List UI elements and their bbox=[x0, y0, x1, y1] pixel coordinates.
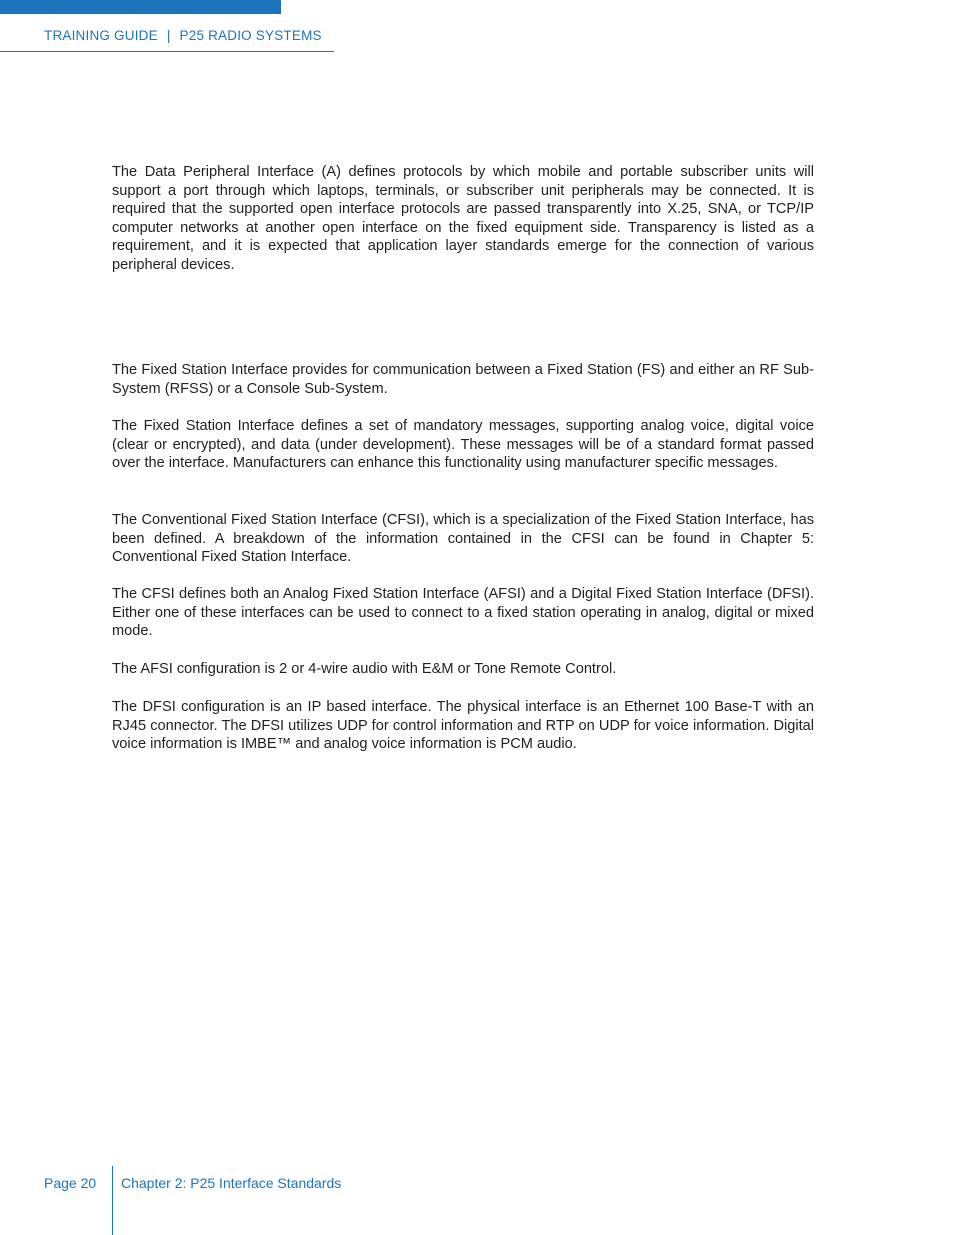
paragraph-dfsi-configuration: The DFSI configuration is an IP based interface. The physical interface is an Ethernet 100 Base-T with an RJ45 connector. The DFSI utilizes UDP for control information and RTP on UDP for voice information. Digital voice information is IMBE™ and analog voice information is PCM audio. bbox=[112, 699, 814, 753]
header-subject-label: P25 RADIO SYSTEMS bbox=[179, 28, 322, 43]
header-guide-label: TRAINING GUIDE bbox=[44, 28, 158, 43]
header-rule bbox=[0, 51, 334, 52]
paragraph-afsi-configuration: The AFSI configuration is 2 or 4-wire audio with E&M or Tone Remote Control. bbox=[112, 661, 617, 677]
running-header bbox=[44, 28, 322, 43]
footer-page-number: Page 20 bbox=[44, 1175, 97, 1191]
footer-divider bbox=[112, 1166, 113, 1235]
paragraph-mandatory-messages: The Fixed Station Interface defines a set of mandatory messages, supporting analog voice, digital voice (clear or encrypted), and data (under development). These messages will be of a standard format passed over the interface. Manufacturers can enhance this functionality using manufacturer specific messages. bbox=[112, 418, 814, 472]
footer-chapter-title: Chapter 2: P25 Interface Standards bbox=[121, 1175, 342, 1191]
header-accent-bar bbox=[0, 0, 281, 14]
paragraph-fixed-station-interface: The Fixed Station Interface provides for communication between a Fixed Station (FS) and either an RF Sub-System (RFSS) or a Console Sub-System. bbox=[112, 362, 814, 397]
header-separator: | bbox=[166, 28, 171, 43]
paragraph-data-peripheral-interface: The Data Peripheral Interface (A) defines protocols by which mobile and portable subscriber units will support a port through which laptops, terminals, or subscriber unit peripherals may be connected. It is required that the supported open interface protocols are passed transparently into X.25, SNA, or TCP/IP computer networks at another open interface on the fixed equipment side. Transparency is listed as a requirement, and it is expected that application layer standards emerge for the connection of various peripheral devices. bbox=[112, 164, 814, 273]
paragraph-cfsi: The Conventional Fixed Station Interface (CFSI), which is a specialization of the Fixed Station Interface, has been defined. A breakdown of the information contained in the CFSI can be found in Chapter 5: Conventional Fixed Station Interface. bbox=[112, 512, 814, 566]
paragraph-afsi-dfsi: The CFSI defines both an Analog Fixed Station Interface (AFSI) and a Digital Fixed Station Interface (DFSI). Either one of these interfaces can be used to connect to a fixed station operating in analog, digital or mixed mode. bbox=[112, 586, 814, 640]
